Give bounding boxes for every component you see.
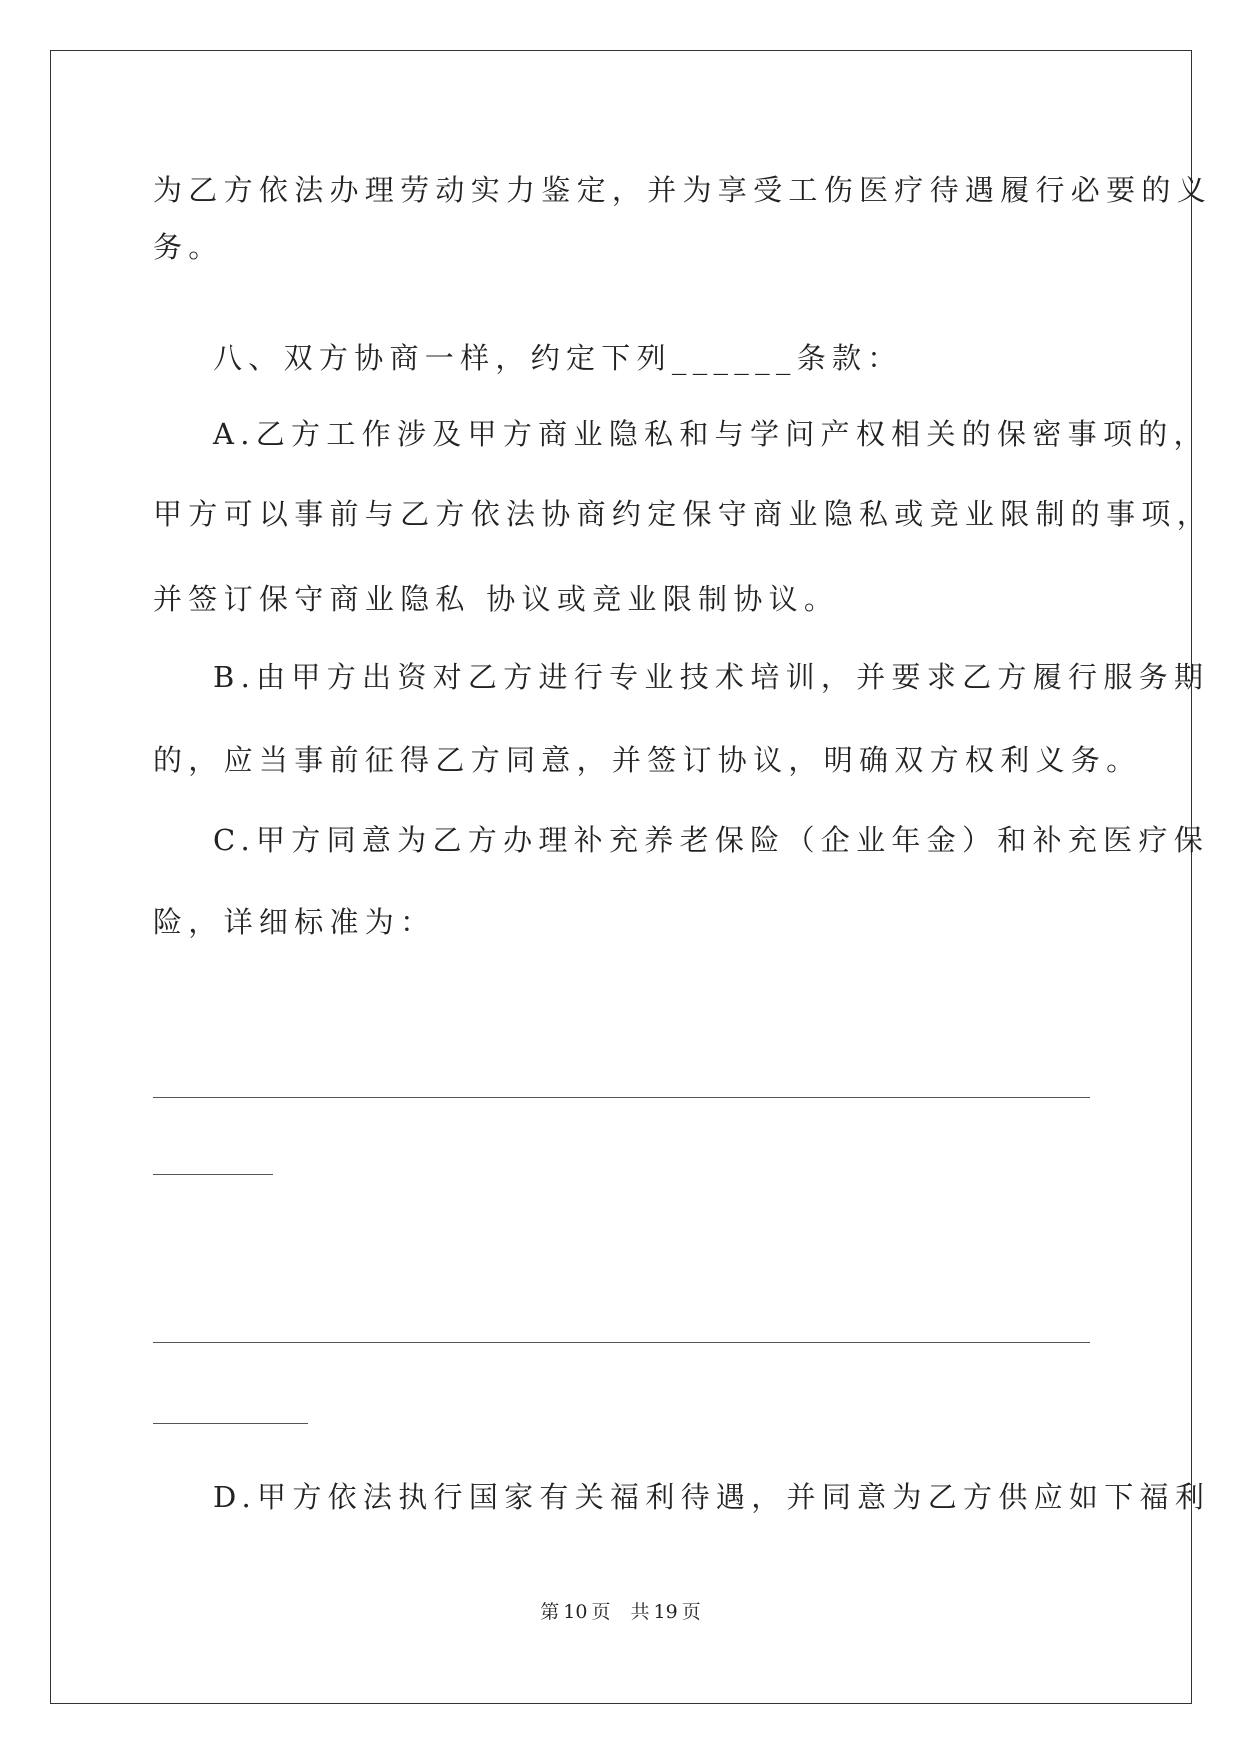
page-border: [50, 50, 1192, 1704]
text-line: A.乙方工作涉及甲方商业隐私和与学问产权相关的保密事项的，: [213, 417, 1209, 451]
text-line: 务。: [153, 230, 224, 264]
page-total-suffix: 页: [681, 1601, 701, 1623]
text-line: B.由甲方出资对乙方进行专业技术培训，并要求乙方履行服务期: [213, 660, 1210, 694]
text-line: 为乙方依法办理劳动实力鉴定，并为享受工伤医疗待遇履行必要的义: [153, 173, 1213, 207]
fill-in-blank-line: [153, 1097, 1090, 1098]
text-line: D.甲方依法执行国家有关福利待遇，并同意为乙方供应如下福利: [213, 1480, 1211, 1514]
text-line: C.甲方同意为乙方办理补充养老保险（企业年金）和补充医疗保: [213, 823, 1210, 857]
page-number-suffix: 页: [591, 1601, 611, 1623]
page-number-total: 19: [653, 1601, 678, 1623]
text-line: 险，详细标准为：: [153, 905, 436, 939]
text-line: 并签订保守商业隐私 协议或竞业限制协议。: [153, 582, 840, 616]
page-number-prefix: 第: [540, 1601, 560, 1623]
text-line: 甲方可以事前与乙方依法协商约定保守商业隐私或竞业限制的事项，: [153, 497, 1213, 531]
page-footer: [0, 1597, 1241, 1624]
fill-in-blank-line: [153, 1423, 308, 1424]
page-total-prefix: 共: [630, 1601, 650, 1623]
page-number-current: 10: [563, 1601, 588, 1623]
text-line: 的，应当事前征得乙方同意，并签订协议，明确双方权利义务。: [153, 743, 1142, 777]
fill-in-blank-line: [153, 1174, 273, 1175]
fill-in-blank-line: [153, 1342, 1090, 1343]
text-line: 八、双方协商一样，约定下列______条款：: [213, 341, 903, 375]
